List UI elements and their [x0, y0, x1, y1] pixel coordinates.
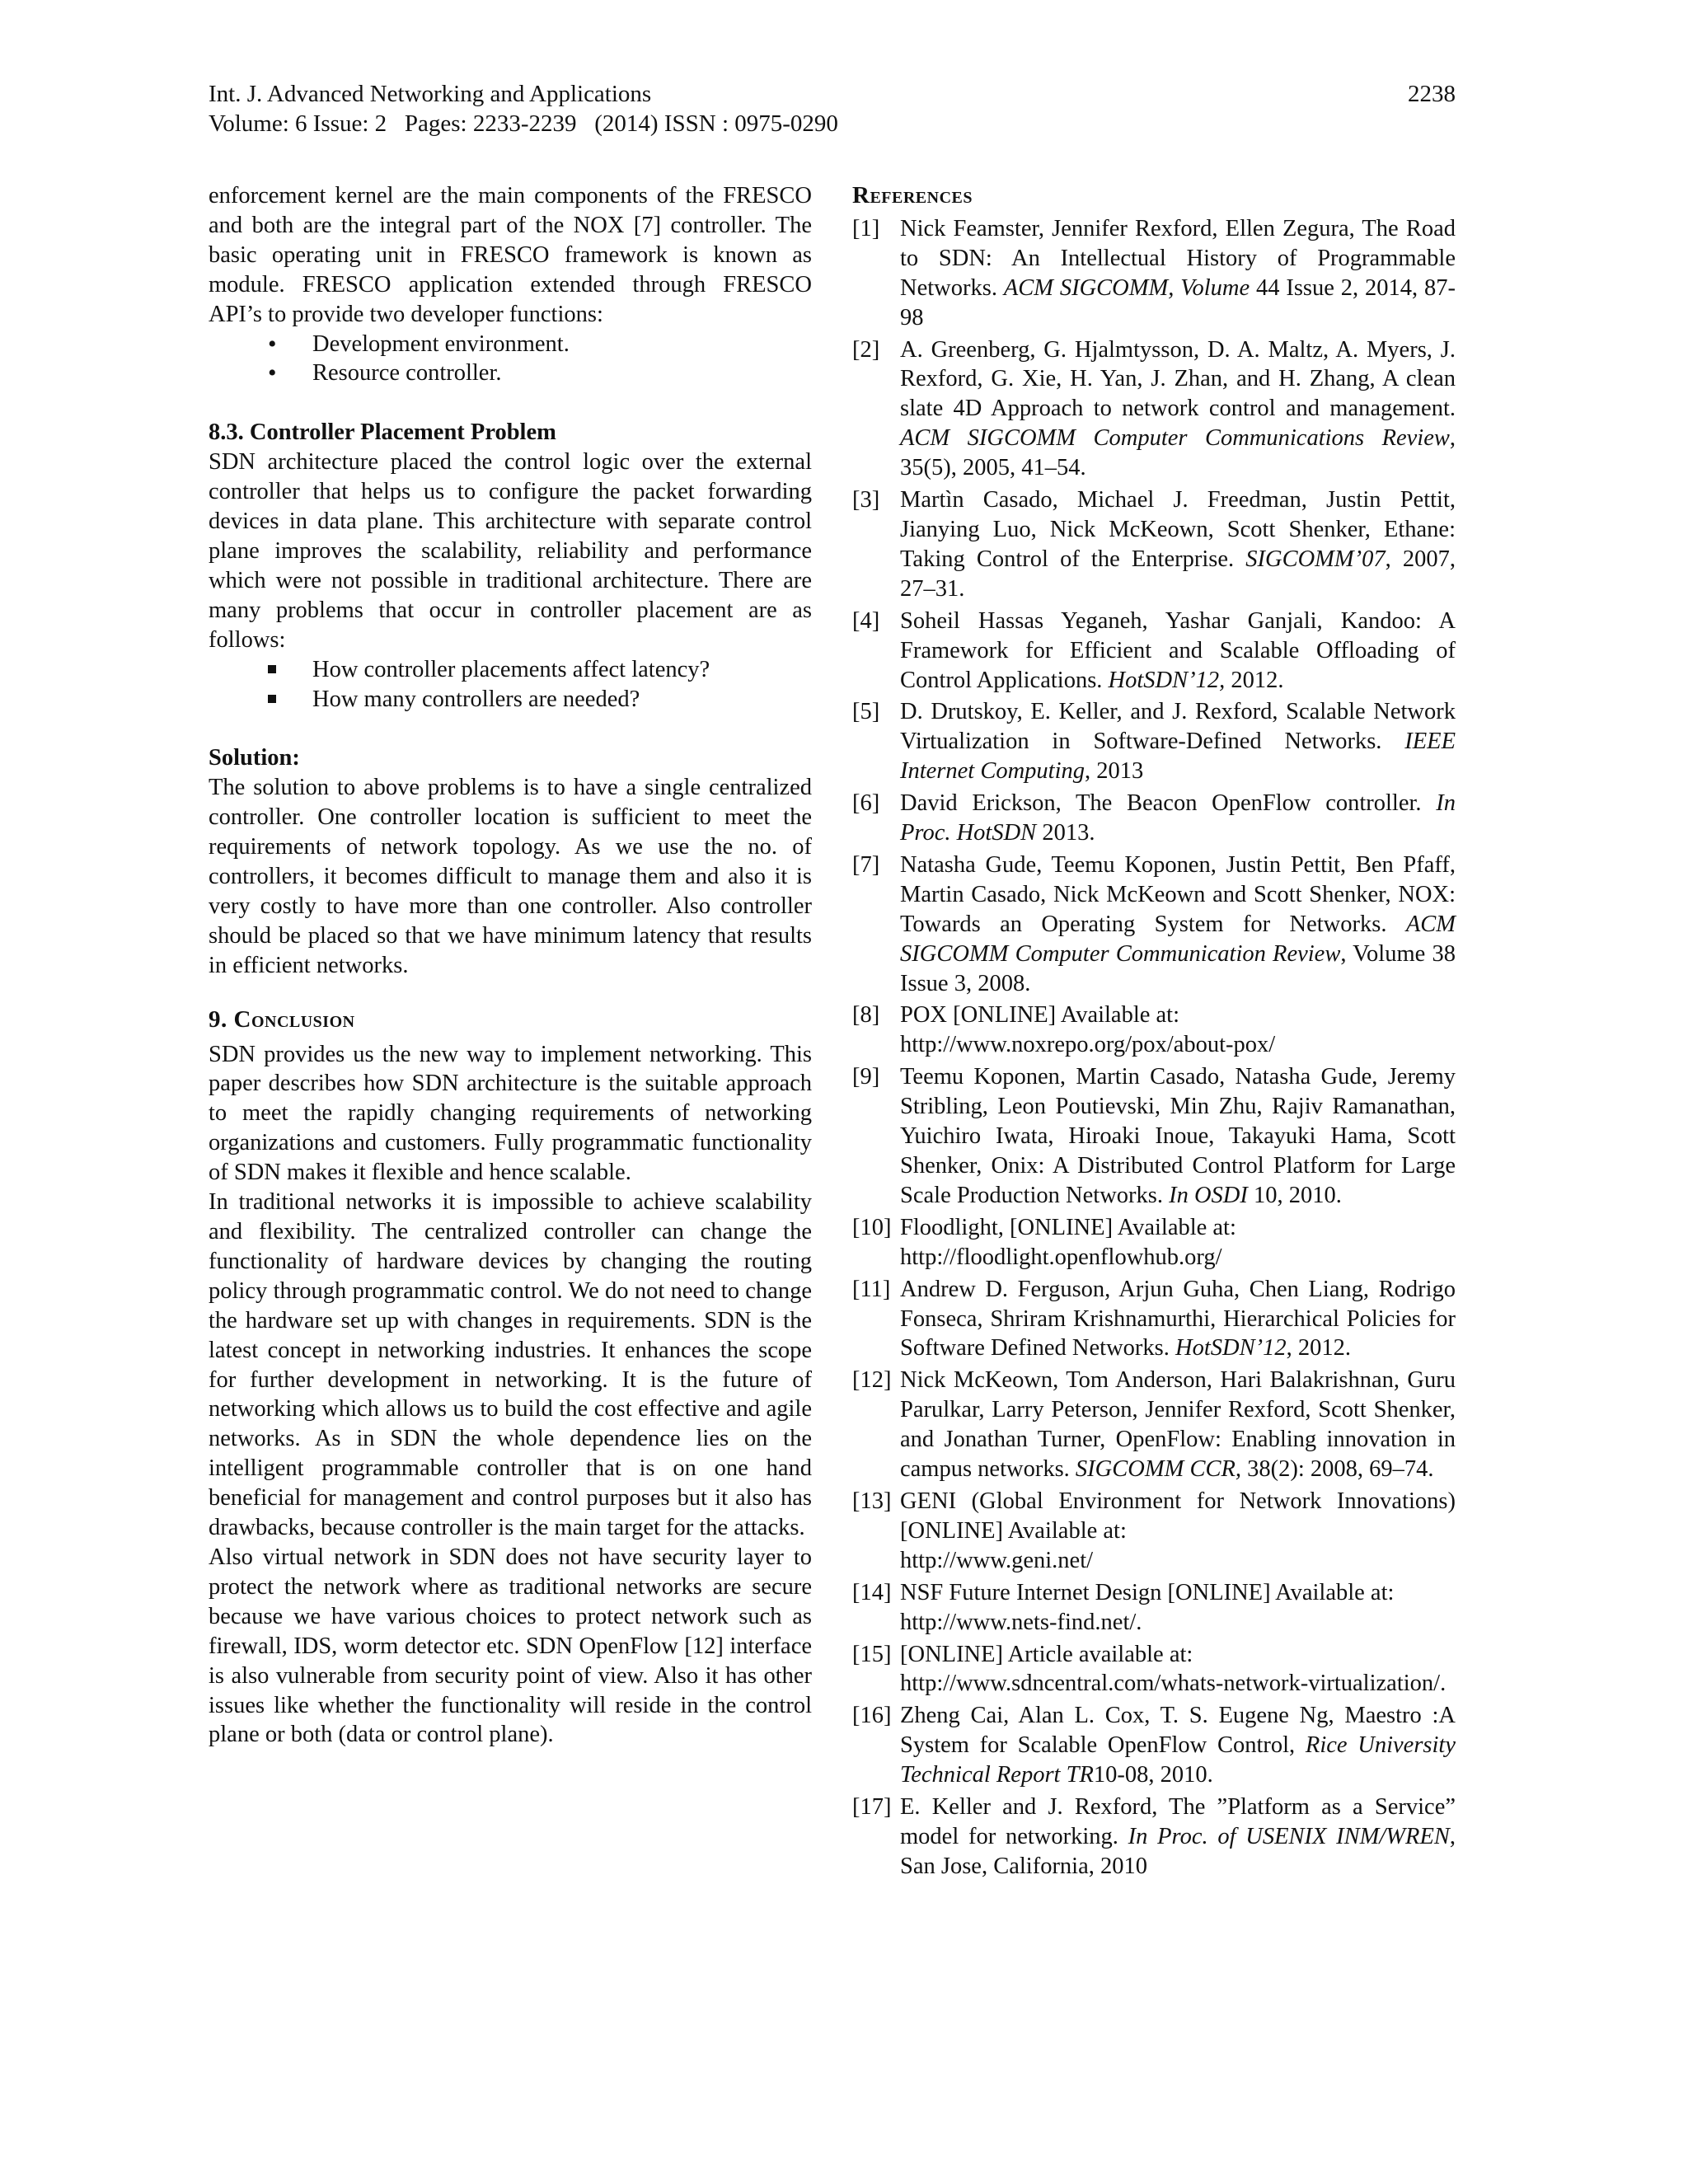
- reference-number: [2]: [852, 336, 880, 363]
- reference-item: [852, 1793, 1456, 1882]
- reference-number: [15]: [852, 1641, 892, 1667]
- reference-text: A. Greenberg, G. Hjalmtysson, D. A. Maltz, A. Myers, J. Rexford, G. Xie, H. Yan, J. Zhan, and H. Zhang, A clean slate 4D Approach to network control and management.: [900, 336, 1456, 422]
- reference-item: [852, 1487, 1456, 1576]
- reference-number: [9]: [852, 1064, 880, 1090]
- reference-item: [852, 697, 1456, 786]
- reference-tail: 10, 2010.: [1247, 1182, 1342, 1208]
- reference-item: [852, 607, 1456, 696]
- reference-venue: ACM SIGCOMM, Volume: [1003, 274, 1250, 301]
- reference-text: David Erickson, The Beacon OpenFlow controller.: [900, 790, 1437, 817]
- reference-number: [17]: [852, 1794, 892, 1821]
- reference-list: [852, 214, 1456, 1882]
- reference-number: [11]: [852, 1276, 891, 1302]
- reference-number: [13]: [852, 1488, 892, 1514]
- reference-url: http://www.nets-find.net/.: [900, 1609, 1142, 1635]
- reference-venue: SIGCOMM CCR,: [1075, 1456, 1241, 1483]
- reference-number: [12]: [852, 1367, 892, 1394]
- reference-text: Martìn Casado, Michael J. Freedman, Justin Pettit, Jianying Luo, Nick McKeown, Scott Shenker, Ethane: Taking Control of the Enterprise.: [900, 487, 1456, 572]
- reference-venue: SIGCOMM’07: [1245, 546, 1386, 572]
- reference-text: Floodlight, [ONLINE] Available at:: [900, 1214, 1236, 1240]
- reference-text: Natasha Gude, Teemu Koponen, Justin Pettit, Ben Pfaff, Martin Casado, Nick McKeown and Scott Shenker, NOX: Towards an Operating System for Networks.: [900, 851, 1456, 937]
- section-paragraph: SDN architecture placed the control logic over the external controller that helps us to configure the packet forwarding devices in data plane. This architecture with separate control plane improves the scalability, reliability and performance which were not possible in traditional architecture. There are many problems that occur in controller placement are as follows:: [209, 449, 812, 653]
- reference-tail: , San Jose, California, 2010: [900, 1823, 1456, 1879]
- reference-url: http://www.geni.net/: [900, 1547, 1094, 1573]
- reference-text: E. Keller and J. Rexford, The ”Platform as a Service” model for networking.: [900, 1794, 1456, 1849]
- reference-number: [3]: [852, 487, 880, 513]
- reference-text: D. Drutskoy, E. Keller, and J. Rexford, Scalable Network Virtualization in Software-Defined Networks.: [900, 699, 1456, 755]
- page-number: 2238: [1408, 81, 1456, 107]
- volume-line: Volume: 6 Issue: 2 Pages: 2233-2239 (2014) ISSN : 0975-0290: [209, 110, 838, 137]
- reference-tail: , Volume 38 Issue 3, 2008.: [900, 940, 1456, 996]
- reference-item: [852, 1275, 1456, 1364]
- reference-item: [852, 214, 1456, 333]
- reference-venue: In Proc. HotSDN: [900, 790, 1456, 846]
- reference-tail: 38(2): 2008, 69–74.: [1241, 1456, 1434, 1483]
- references-heading: References: [852, 182, 973, 209]
- reference-item: [852, 1578, 1456, 1638]
- reference-url: http://floodlight.openflowhub.org/: [900, 1244, 1222, 1270]
- list-item: How controller placements affect latency?: [209, 655, 812, 685]
- reference-url: http://www.noxrepo.org/pox/about-pox/: [900, 1032, 1276, 1058]
- references-column: [852, 181, 1456, 1884]
- conclusion-paragraph: Also virtual network in SDN does not have security layer to protect the network where as traditional networks are secure because we have various choices to protect network such as firewall, IDS, worm detector etc. SDN OpenFlow [12] interface is also vulnerable from security point of view. Also it has other issues like whether the functionality will reside in the control plane or both (data or control plane).: [209, 1544, 812, 1748]
- reference-text: Andrew D. Ferguson, Arjun Guha, Chen Liang, Rodrigo Fonseca, Shriram Krishnamurthi, Hierarchical Policies for Software Defined Networks.: [900, 1276, 1456, 1361]
- list-item: How many controllers are needed?: [209, 685, 812, 715]
- reference-number: [5]: [852, 699, 880, 725]
- reference-venue: ACM SIGCOMM Computer Communication Review: [900, 911, 1456, 967]
- reference-tail: 2012.: [1225, 667, 1284, 693]
- reference-number: [6]: [852, 790, 880, 817]
- placement-bullet-list: [209, 655, 812, 715]
- reference-venue: HotSDN’12: [1175, 1335, 1287, 1361]
- list-item: • Development environment.: [209, 330, 812, 359]
- reference-tail: , 2007, 27–31.: [900, 546, 1456, 602]
- reference-item: [852, 335, 1456, 484]
- running-header: [209, 79, 838, 138]
- reference-text: Soheil Hassas Yeganeh, Yashar Ganjali, Kandoo: A Framework for Efficient and Scalable Offloading of Control Applications.: [900, 607, 1456, 693]
- reference-venue: In OSDI: [1169, 1182, 1248, 1208]
- reference-tail: 2013.: [1036, 820, 1095, 846]
- reference-text: Teemu Koponen, Martin Casado, Natasha Gude, Jeremy Stribling, Leon Poutievski, Min Zhu, Rajiv Ramanathan, Yuichiro Iwata, Hiroaki Inoue, Takayuki Hama, Scott Shenker, Onix: A Distributed Control Platform for Large Scale Production Networks.: [900, 1064, 1456, 1208]
- reference-venue: ACM SIGCOMM Computer Communications Review: [900, 425, 1450, 452]
- reference-number: [1]: [852, 215, 880, 241]
- reference-venue: IEEE Internet Computing: [900, 729, 1456, 785]
- reference-number: [16]: [852, 1703, 892, 1729]
- reference-number: [10]: [852, 1214, 892, 1240]
- reference-venue: Rice University Technical Report TR: [900, 1732, 1456, 1788]
- conclusion-paragraph: SDN provides us the new way to implement networking. This paper describes how SDN architecture is the suitable approach to meet the rapidly changing requirements of networking organizations and customers. Fully programmatic functionality of SDN makes it flexible and hence scalable.: [209, 1041, 812, 1186]
- intro-bullet-list: [209, 330, 812, 389]
- reference-tail: 10-08, 2010.: [1093, 1762, 1213, 1788]
- reference-item: [852, 789, 1456, 848]
- reference-item: [852, 851, 1456, 999]
- journal-title: Int. J. Advanced Networking and Applications: [209, 81, 652, 107]
- reference-text: NSF Future Internet Design [ONLINE] Available at:: [900, 1579, 1395, 1605]
- reference-number: [7]: [852, 851, 880, 878]
- list-item: • Resource controller.: [209, 359, 812, 388]
- reference-item: [852, 1213, 1456, 1272]
- reference-number: [14]: [852, 1579, 892, 1605]
- reference-item: [852, 1701, 1456, 1790]
- reference-item: [852, 485, 1456, 604]
- reference-item: [852, 1062, 1456, 1211]
- reference-tail: , 2013: [1085, 758, 1144, 785]
- reference-tail: 44 Issue 2, 2014, 87-98: [900, 274, 1456, 330]
- reference-number: [4]: [852, 607, 880, 634]
- bullet-icon: [268, 359, 277, 389]
- reference-text: Nick McKeown, Tom Anderson, Hari Balakrishnan, Guru Parulkar, Larry Peterson, Jennifer Rexford, Scott Shenker, and Jonathan Turner, OpenFlow: Enabling innovation in campus networks.: [900, 1367, 1456, 1483]
- reference-tail: , 2012.: [1286, 1335, 1351, 1361]
- solution-heading: Solution:: [209, 745, 300, 771]
- reference-item: [852, 1640, 1456, 1699]
- reference-text: GENI (Global Environment for Network Innovations) [ONLINE] Available at:: [900, 1488, 1456, 1544]
- reference-item: [852, 1366, 1456, 1484]
- reference-text: POX [ONLINE] Available at:: [900, 1002, 1180, 1029]
- reference-url: http://www.sdncentral.com/whats-network-virtualization/.: [900, 1671, 1447, 1697]
- reference-tail: , 35(5), 2005, 41–54.: [900, 425, 1456, 481]
- solution-paragraph: The solution to above problems is to have a single centralized controller. One controller location is sufficient to meet the requirements of network topology. As we use the no. of controllers, it becomes difficult to manage them and also it is very costly to have more than one controller. Also controller should be placed so that we have minimum latency that results in efficient networks.: [209, 775, 812, 978]
- conclusion-heading: 9. Conclusion: [209, 1005, 355, 1033]
- square-bullet-icon: [268, 685, 276, 715]
- section-heading: 8.3. Controller Placement Problem: [209, 419, 556, 446]
- reference-venue: In Proc. of USENIX INM/WREN: [1128, 1823, 1450, 1849]
- conclusion-paragraph: In traditional networks it is impossible to achieve scalability and flexibility. The centralized controller can change the functionality of hardware devices by changing the routing policy through programmatic control. We do not need to change the hardware set up with changes in requirements. SDN is the latest concept in networking industries. It enhances the scope for further development in networking. It is the future of networking which allows us to build the cost effective and agile networks. As in SDN the whole dependence lies on the intelligent programmable controller that is on one hand beneficial for management and control purposes but it also has drawbacks, because controller is the main target for the attacks.: [209, 1189, 812, 1541]
- reference-number: [8]: [852, 1002, 880, 1029]
- bullet-icon: [268, 330, 277, 360]
- reference-text: Zheng Cai, Alan L. Cox, T. S. Eugene Ng, Maestro :A System for Scalable OpenFlow Control,: [900, 1703, 1456, 1759]
- intro-paragraph: enforcement kernel are the main components of the FRESCO and both are the integral part of the NOX [7] controller. The basic operating unit in FRESCO framework is known as module. FRESCO application extended through FRESCO API’s to provide two developer functions:: [209, 183, 812, 327]
- left-column: [209, 181, 812, 1750]
- reference-text: [ONLINE] Article available at:: [900, 1641, 1193, 1667]
- reference-item: [852, 1001, 1456, 1060]
- reference-venue: HotSDN’12,: [1108, 667, 1226, 693]
- square-bullet-icon: [268, 655, 276, 685]
- reference-text: Nick Feamster, Jennifer Rexford, Ellen Zegura, The Road to SDN: An Intellectual History of Programmable Networks.: [900, 215, 1456, 301]
